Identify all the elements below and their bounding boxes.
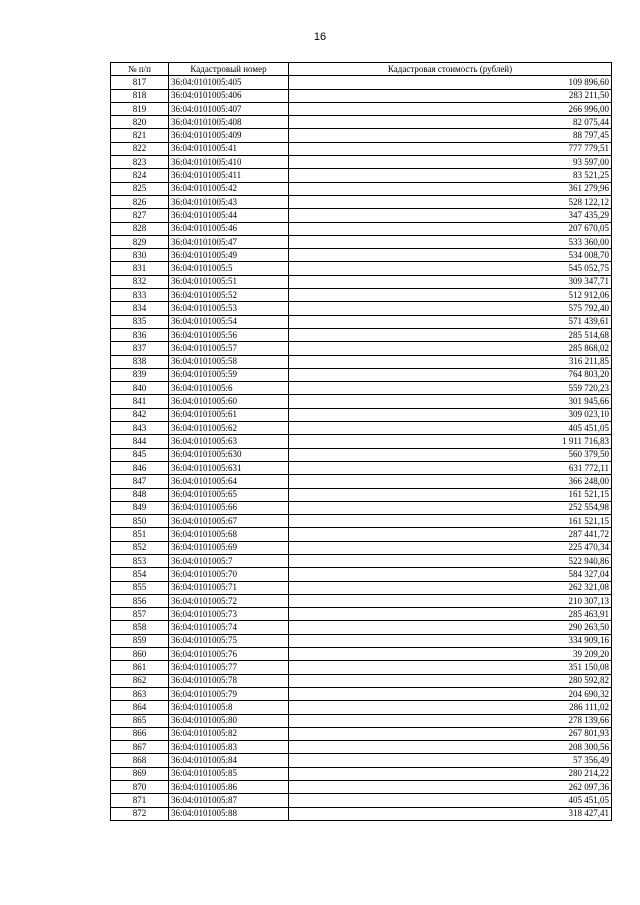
row-number-cell: 870 <box>111 781 169 794</box>
cadastral-value-cell: 584 327,04 <box>289 568 612 581</box>
row-number-cell: 868 <box>111 754 169 767</box>
cadastral-value-cell: 528 122,12 <box>289 195 612 208</box>
cadastral-number-cell: 36:04:0101005:87 <box>169 794 289 807</box>
table-row <box>111 235 612 248</box>
row-number-cell: 849 <box>111 501 169 514</box>
cadastral-number-cell: 36:04:0101005:61 <box>169 408 289 421</box>
cadastral-number-cell: 36:04:0101005:631 <box>169 461 289 474</box>
cadastral-value-cell: 287 441,72 <box>289 528 612 541</box>
table-row <box>111 741 612 754</box>
table-row <box>111 408 612 421</box>
cadastral-number-cell: 36:04:0101005:6 <box>169 382 289 395</box>
row-number-cell: 832 <box>111 275 169 288</box>
table-row <box>111 142 612 155</box>
table-row <box>111 76 612 89</box>
table-row <box>111 382 612 395</box>
cadastral-number-cell: 36:04:0101005:51 <box>169 275 289 288</box>
table-row <box>111 781 612 794</box>
cadastral-value-cell: 39 209,20 <box>289 648 612 661</box>
cadastral-value-cell: 334 909,16 <box>289 634 612 647</box>
row-number-cell: 835 <box>111 315 169 328</box>
cadastral-number-cell: 36:04:0101005:82 <box>169 727 289 740</box>
cadastral-number-cell: 36:04:0101005:86 <box>169 781 289 794</box>
table-row <box>111 581 612 594</box>
cadastral-value-cell: 109 896,60 <box>289 76 612 89</box>
cadastral-number-cell: 36:04:0101005:72 <box>169 594 289 607</box>
table-row <box>111 315 612 328</box>
cadastral-number-cell: 36:04:0101005:78 <box>169 674 289 687</box>
cadastral-value-cell: 631 772,11 <box>289 461 612 474</box>
table-row <box>111 262 612 275</box>
cadastral-value-cell: 266 996,00 <box>289 102 612 115</box>
table-row <box>111 608 612 621</box>
cadastral-value-cell: 777 779,51 <box>289 142 612 155</box>
cadastral-number-cell: 36:04:0101005:75 <box>169 634 289 647</box>
cadastral-value-cell: 225 470,34 <box>289 541 612 554</box>
table-row <box>111 368 612 381</box>
cadastral-number-cell: 36:04:0101005:47 <box>169 235 289 248</box>
row-number-cell: 841 <box>111 395 169 408</box>
cadastral-number-cell: 36:04:0101005:43 <box>169 195 289 208</box>
cadastral-number-cell: 36:04:0101005:80 <box>169 714 289 727</box>
table-row <box>111 422 612 435</box>
row-number-cell: 834 <box>111 302 169 315</box>
row-number-cell: 859 <box>111 634 169 647</box>
row-number-cell: 829 <box>111 235 169 248</box>
cadastral-number-cell: 36:04:0101005:56 <box>169 328 289 341</box>
cadastral-number-cell: 36:04:0101005:410 <box>169 156 289 169</box>
page-number: 16 <box>313 31 327 43</box>
row-number-cell: 827 <box>111 209 169 222</box>
cadastral-value-cell: 560 379,50 <box>289 448 612 461</box>
row-number-cell: 848 <box>111 488 169 501</box>
cadastral-number-cell: 36:04:0101005:54 <box>169 315 289 328</box>
cadastral-number-cell: 36:04:0101005:52 <box>169 289 289 302</box>
table-row <box>111 89 612 102</box>
row-number-cell: 820 <box>111 116 169 129</box>
cadastral-value-cell: 161 521,15 <box>289 488 612 501</box>
row-number-cell: 863 <box>111 687 169 700</box>
row-number-cell: 843 <box>111 422 169 435</box>
cadastral-number-cell: 36:04:0101005:67 <box>169 515 289 528</box>
cadastral-value-cell: 267 801,93 <box>289 727 612 740</box>
table-row <box>111 102 612 115</box>
cadastral-number-cell: 36:04:0101005:46 <box>169 222 289 235</box>
row-number-cell: 872 <box>111 807 169 820</box>
table-row <box>111 727 612 740</box>
table-row <box>111 661 612 674</box>
cadastral-number-cell: 36:04:0101005:71 <box>169 581 289 594</box>
cadastral-number-cell: 36:04:0101005:407 <box>169 102 289 115</box>
cadastral-number-cell: 36:04:0101005:411 <box>169 169 289 182</box>
row-number-cell: 823 <box>111 156 169 169</box>
table-row <box>111 156 612 169</box>
cadastral-value-cell: 361 279,96 <box>289 182 612 195</box>
table-row <box>111 302 612 315</box>
row-number-cell: 854 <box>111 568 169 581</box>
cadastral-value-cell: 286 111,02 <box>289 701 612 714</box>
row-number-cell: 822 <box>111 142 169 155</box>
row-number-cell: 855 <box>111 581 169 594</box>
table-row <box>111 794 612 807</box>
cadastral-number-cell: 36:04:0101005:63 <box>169 435 289 448</box>
row-number-cell: 856 <box>111 594 169 607</box>
row-number-cell: 867 <box>111 741 169 754</box>
row-number-cell: 847 <box>111 475 169 488</box>
cadastral-number-cell: 36:04:0101005:76 <box>169 648 289 661</box>
row-number-cell: 860 <box>111 648 169 661</box>
row-number-cell: 824 <box>111 169 169 182</box>
cadastral-number-cell: 36:04:0101005:84 <box>169 754 289 767</box>
cadastral-value-cell: 366 248,00 <box>289 475 612 488</box>
table-row <box>111 568 612 581</box>
cadastral-value-cell: 318 427,41 <box>289 807 612 820</box>
row-number-cell: 833 <box>111 289 169 302</box>
row-number-cell: 869 <box>111 767 169 780</box>
cadastral-value-cell: 207 670,05 <box>289 222 612 235</box>
table-row <box>111 222 612 235</box>
cadastral-value-cell: 280 214,22 <box>289 767 612 780</box>
row-number-cell: 871 <box>111 794 169 807</box>
table-row <box>111 714 612 727</box>
table-row <box>111 328 612 341</box>
cadastral-number-cell: 36:04:0101005:66 <box>169 501 289 514</box>
row-number-cell: 837 <box>111 342 169 355</box>
table-row <box>111 355 612 368</box>
cadastral-value-cell: 559 720,23 <box>289 382 612 395</box>
cadastral-value-cell: 534 008,70 <box>289 249 612 262</box>
cadastral-number-cell: 36:04:0101005:44 <box>169 209 289 222</box>
header-cadastral-value: Кадастровая стоимость (рублей) <box>289 63 612 76</box>
cadastral-value-cell: 575 792,40 <box>289 302 612 315</box>
table-row <box>111 342 612 355</box>
table-row <box>111 249 612 262</box>
table-row <box>111 461 612 474</box>
cadastral-number-cell: 36:04:0101005:70 <box>169 568 289 581</box>
row-number-cell: 830 <box>111 249 169 262</box>
cadastral-number-cell: 36:04:0101005:406 <box>169 89 289 102</box>
table-row <box>111 116 612 129</box>
cadastral-value-cell: 764 803,20 <box>289 368 612 381</box>
cadastral-number-cell: 36:04:0101005:409 <box>169 129 289 142</box>
row-number-cell: 842 <box>111 408 169 421</box>
cadastral-number-cell: 36:04:0101005:65 <box>169 488 289 501</box>
table-row <box>111 648 612 661</box>
cadastral-number-cell: 36:04:0101005:85 <box>169 767 289 780</box>
cadastral-number-cell: 36:04:0101005:41 <box>169 142 289 155</box>
row-number-cell: 817 <box>111 76 169 89</box>
cadastral-number-cell: 36:04:0101005:630 <box>169 448 289 461</box>
cadastral-number-cell: 36:04:0101005:5 <box>169 262 289 275</box>
table-row <box>111 129 612 142</box>
cadastral-value-cell: 571 439,61 <box>289 315 612 328</box>
cadastral-value-cell: 512 912,06 <box>289 289 612 302</box>
table-header-row <box>111 63 612 76</box>
cadastral-number-cell: 36:04:0101005:57 <box>169 342 289 355</box>
table-row <box>111 674 612 687</box>
cadastral-number-cell: 36:04:0101005:83 <box>169 741 289 754</box>
row-number-cell: 819 <box>111 102 169 115</box>
cadastral-value-cell: 522 940,86 <box>289 554 612 567</box>
table-row <box>111 594 612 607</box>
table-row <box>111 515 612 528</box>
table-row <box>111 195 612 208</box>
cadastral-value-cell: 210 307,13 <box>289 594 612 607</box>
cadastral-value-cell: 347 435,29 <box>289 209 612 222</box>
table-row <box>111 488 612 501</box>
cadastral-value-cell: 161 521,15 <box>289 515 612 528</box>
cadastral-value-cell: 285 514,68 <box>289 328 612 341</box>
row-number-cell: 866 <box>111 727 169 740</box>
cadastral-value-cell: 1 911 716,83 <box>289 435 612 448</box>
table-row <box>111 528 612 541</box>
cadastral-value-cell: 301 945,66 <box>289 395 612 408</box>
cadastral-number-cell: 36:04:0101005:77 <box>169 661 289 674</box>
cadastral-number-cell: 36:04:0101005:64 <box>169 475 289 488</box>
row-number-cell: 846 <box>111 461 169 474</box>
row-number-cell: 850 <box>111 515 169 528</box>
row-number-cell: 831 <box>111 262 169 275</box>
cadastral-number-cell: 36:04:0101005:60 <box>169 395 289 408</box>
cadastral-value-cell: 82 075,44 <box>289 116 612 129</box>
cadastral-value-cell: 93 597,00 <box>289 156 612 169</box>
table-row <box>111 634 612 647</box>
cadastral-number-cell: 36:04:0101005:405 <box>169 76 289 89</box>
table-row <box>111 701 612 714</box>
row-number-cell: 845 <box>111 448 169 461</box>
cadastral-number-cell: 36:04:0101005:49 <box>169 249 289 262</box>
cadastral-value-table <box>110 62 612 821</box>
header-row-number: № п/п <box>111 63 169 76</box>
table-row <box>111 541 612 554</box>
row-number-cell: 862 <box>111 674 169 687</box>
table-body <box>111 76 612 821</box>
cadastral-number-cell: 36:04:0101005:58 <box>169 355 289 368</box>
table-row <box>111 621 612 634</box>
row-number-cell: 825 <box>111 182 169 195</box>
cadastral-value-cell: 351 150,08 <box>289 661 612 674</box>
cadastral-number-cell: 36:04:0101005:74 <box>169 621 289 634</box>
row-number-cell: 844 <box>111 435 169 448</box>
row-number-cell: 858 <box>111 621 169 634</box>
table-row <box>111 275 612 288</box>
header-cadastral-number: Кадастровый номер <box>169 63 289 76</box>
row-number-cell: 853 <box>111 554 169 567</box>
row-number-cell: 828 <box>111 222 169 235</box>
row-number-cell: 857 <box>111 608 169 621</box>
cadastral-value-cell: 533 360,00 <box>289 235 612 248</box>
cadastral-number-cell: 36:04:0101005:73 <box>169 608 289 621</box>
cadastral-value-cell: 290 263,50 <box>289 621 612 634</box>
cadastral-number-cell: 36:04:0101005:53 <box>169 302 289 315</box>
cadastral-number-cell: 36:04:0101005:59 <box>169 368 289 381</box>
cadastral-value-cell: 280 592,82 <box>289 674 612 687</box>
table-row <box>111 554 612 567</box>
cadastral-value-cell: 405 451,05 <box>289 422 612 435</box>
cadastral-value-cell: 309 023,10 <box>289 408 612 421</box>
row-number-cell: 851 <box>111 528 169 541</box>
row-number-cell: 865 <box>111 714 169 727</box>
table-row <box>111 807 612 820</box>
cadastral-value-cell: 262 321,08 <box>289 581 612 594</box>
row-number-cell: 826 <box>111 195 169 208</box>
cadastral-number-cell: 36:04:0101005:68 <box>169 528 289 541</box>
cadastral-value-cell: 545 052,75 <box>289 262 612 275</box>
row-number-cell: 836 <box>111 328 169 341</box>
row-number-cell: 818 <box>111 89 169 102</box>
table-row <box>111 767 612 780</box>
cadastral-value-cell: 262 097,36 <box>289 781 612 794</box>
cadastral-number-cell: 36:04:0101005:62 <box>169 422 289 435</box>
cadastral-value-cell: 309 347,71 <box>289 275 612 288</box>
row-number-cell: 861 <box>111 661 169 674</box>
cadastral-value-cell: 285 463,91 <box>289 608 612 621</box>
row-number-cell: 852 <box>111 541 169 554</box>
cadastral-number-cell: 36:04:0101005:69 <box>169 541 289 554</box>
cadastral-value-cell: 88 797,45 <box>289 129 612 142</box>
table-row <box>111 754 612 767</box>
cadastral-number-cell: 36:04:0101005:42 <box>169 182 289 195</box>
cadastral-value-cell: 278 139,66 <box>289 714 612 727</box>
table-row <box>111 395 612 408</box>
cadastral-value-cell: 252 554,98 <box>289 501 612 514</box>
cadastral-value-cell: 405 451,05 <box>289 794 612 807</box>
cadastral-value-cell: 204 690,32 <box>289 687 612 700</box>
table-row <box>111 435 612 448</box>
table-row <box>111 289 612 302</box>
row-number-cell: 838 <box>111 355 169 368</box>
row-number-cell: 839 <box>111 368 169 381</box>
cadastral-value-cell: 208 300,56 <box>289 741 612 754</box>
table-row <box>111 209 612 222</box>
table-row <box>111 687 612 700</box>
cadastral-value-cell: 83 521,25 <box>289 169 612 182</box>
table-row <box>111 448 612 461</box>
cadastral-value-cell: 285 868,02 <box>289 342 612 355</box>
table-row <box>111 182 612 195</box>
cadastral-number-cell: 36:04:0101005:408 <box>169 116 289 129</box>
cadastral-number-cell: 36:04:0101005:79 <box>169 687 289 700</box>
table-row <box>111 501 612 514</box>
cadastral-value-cell: 283 211,50 <box>289 89 612 102</box>
cadastral-number-cell: 36:04:0101005:8 <box>169 701 289 714</box>
cadastral-value-cell: 316 211,85 <box>289 355 612 368</box>
cadastral-number-cell: 36:04:0101005:88 <box>169 807 289 820</box>
table-row <box>111 475 612 488</box>
row-number-cell: 840 <box>111 382 169 395</box>
cadastral-number-cell: 36:04:0101005:7 <box>169 554 289 567</box>
table-row <box>111 169 612 182</box>
row-number-cell: 864 <box>111 701 169 714</box>
cadastral-value-cell: 57 356,49 <box>289 754 612 767</box>
row-number-cell: 821 <box>111 129 169 142</box>
